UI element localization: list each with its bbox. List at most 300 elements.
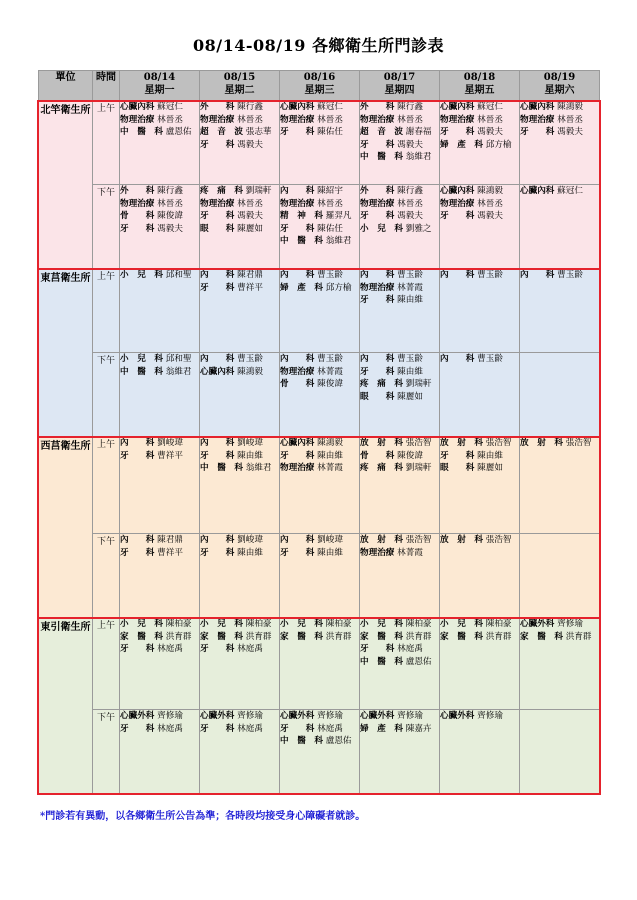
department-name: 牙 科 (280, 723, 315, 734)
department-name: 中 醫 科 (120, 366, 163, 377)
doctor-name: 謝春福 (405, 127, 432, 137)
department-name: 外 科 (360, 102, 395, 112)
doctor-name: 陳君鼎 (157, 535, 183, 545)
doctor-name: 張浩智 (565, 438, 592, 448)
clinic-entry (280, 710, 359, 723)
doctor-name: 盧恩佑 (325, 736, 352, 746)
doctor-name: 陳鴻毅 (317, 438, 343, 448)
clinic-entry (360, 450, 439, 463)
schedule-cell (360, 437, 440, 534)
doctor-name: 林晉丞 (237, 198, 263, 209)
schedule-cell (280, 269, 360, 353)
clinic-entry (360, 547, 439, 560)
doctor-name: 翁維君 (405, 152, 432, 162)
department-name: 心臟外科 (360, 711, 395, 721)
doctor-name: 林晉丞 (477, 198, 503, 209)
clinic-entry (200, 643, 279, 656)
doctor-name: 蘇冠仁 (477, 102, 503, 112)
department-name: 超 音 波 (200, 127, 243, 137)
clinic-entry (120, 353, 199, 366)
department-name: 中 醫 科 (200, 463, 243, 473)
doctor-name: 劉瑞軒 (405, 463, 432, 473)
doctor-name: 曹祥平 (237, 282, 263, 293)
date-label: 08/14 (143, 72, 176, 83)
clinic-entry (200, 114, 279, 127)
doctor-name: 曹玉齡 (397, 270, 423, 280)
schedule-cell (280, 185, 360, 269)
department-name: 牙 科 (360, 366, 395, 377)
time-period: 上午 (93, 618, 120, 710)
department-name: 牙 科 (200, 211, 235, 221)
clinic-entry (520, 126, 599, 139)
clinic-entry (360, 151, 439, 164)
doctor-name: 劉峻瑋 (317, 535, 343, 545)
department-name: 物理治療 (120, 198, 155, 209)
department-name: 牙 科 (440, 127, 475, 137)
department-name: 牙 科 (360, 295, 395, 305)
schedule-cell (200, 353, 280, 437)
department-name: 心臟內科 (280, 102, 315, 112)
clinic-entry (120, 547, 199, 560)
doctor-name: 邱和聖 (165, 354, 192, 364)
doctor-name: 馮毅夫 (477, 127, 503, 137)
clinic-entry (200, 534, 279, 547)
day-header (120, 71, 200, 101)
schedule-cell (520, 185, 600, 269)
doctor-name: 陳俊諱 (317, 379, 343, 389)
doctor-name: 陳行鑫 (397, 186, 423, 196)
doctor-name: 羅羿凡 (325, 211, 352, 221)
department-name: 牙 科 (120, 223, 155, 234)
schedule-cell (200, 534, 280, 618)
clinic-entry (280, 366, 359, 379)
clinic-entry (440, 462, 519, 475)
clinic-entry (440, 437, 519, 450)
department-name: 心臟外科 (120, 711, 155, 721)
doctor-name: 洪育群 (325, 631, 352, 642)
unit-header: 單位 (39, 71, 93, 101)
department-name: 小 兒 科 (360, 223, 403, 234)
department-name: 內 科 (520, 270, 555, 280)
doctor-name: 曹祥平 (157, 450, 183, 461)
schedule-cell (520, 437, 600, 534)
clinic-entry (360, 294, 439, 307)
department-name: 超 音 波 (360, 127, 403, 137)
clinic-entry (120, 126, 199, 139)
department-name: 小 兒 科 (200, 619, 243, 629)
department-name: 家 醫 科 (440, 631, 483, 642)
department-name: 疼 痛 科 (360, 379, 403, 389)
doctor-name: 曹祥平 (157, 547, 183, 558)
table-row (39, 437, 600, 534)
doctor-name: 陳鴻毅 (477, 186, 503, 196)
department-name: 婦 產 科 (280, 282, 323, 293)
doctor-name: 林晉丞 (317, 114, 343, 125)
doctor-name: 曹玉齡 (397, 354, 423, 364)
department-name: 牙 科 (360, 644, 395, 654)
schedule-cell (520, 618, 600, 710)
clinic-entry (360, 269, 439, 282)
department-name: 外 科 (200, 102, 235, 112)
department-name: 心臟內科 (440, 186, 475, 196)
schedule-cell (360, 101, 440, 185)
clinic-entry (200, 450, 279, 463)
doctor-name: 曹玉齡 (317, 354, 343, 364)
doctor-name: 馮毅夫 (237, 211, 263, 221)
clinic-entry (280, 235, 359, 248)
doctor-name: 劉雅之 (405, 223, 432, 234)
department-name: 內 科 (280, 270, 315, 280)
clinic-entry (120, 114, 199, 127)
department-name: 牙 科 (280, 547, 315, 558)
doctor-name: 馮毅夫 (397, 211, 423, 221)
clinic-entry (440, 618, 519, 631)
department-name: 牙 科 (200, 139, 235, 150)
time-period: 下午 (93, 353, 120, 437)
header-row (39, 71, 600, 101)
clinic-name: 北竿衛生所 (39, 101, 93, 269)
doctor-name: 陳佑任 (317, 223, 343, 234)
department-name: 牙 科 (200, 547, 235, 558)
department-name: 家 醫 科 (200, 631, 243, 642)
doctor-name: 張志華 (245, 127, 272, 137)
department-name: 牙 科 (120, 723, 155, 734)
department-name: 疼 痛 科 (360, 463, 403, 473)
department-name: 家 醫 科 (120, 631, 163, 642)
doctor-name: 林晉丞 (397, 114, 423, 125)
doctor-name: 陳佑任 (317, 127, 343, 137)
department-name: 物理治療 (520, 114, 555, 125)
schedule-cell (440, 185, 520, 269)
department-name: 中 醫 科 (360, 656, 403, 667)
department-name: 牙 科 (200, 723, 235, 734)
doctor-name: 陳行鑫 (157, 186, 183, 196)
time-period: 上午 (93, 269, 120, 353)
doctor-name: 劉瑞軒 (245, 186, 272, 196)
schedule-cell (520, 710, 600, 794)
department-name: 牙 科 (120, 644, 155, 654)
department-name: 心臟外科 (520, 619, 555, 629)
clinic-entry (120, 210, 199, 223)
clinic-entry (200, 462, 279, 475)
doctor-name: 盧恩佑 (165, 127, 192, 137)
clinic-entry (120, 269, 199, 282)
day-header (440, 71, 520, 101)
clinic-entry (280, 534, 359, 547)
date-label: 08/19 (543, 72, 576, 83)
clinic-entry (360, 643, 439, 656)
doctor-name: 齊修瑜 (397, 711, 423, 721)
department-name: 牙 科 (440, 450, 475, 461)
department-name: 中 醫 科 (360, 152, 403, 162)
department-name: 小 兒 科 (120, 619, 163, 629)
department-name: 外 科 (120, 186, 155, 196)
department-name: 牙 科 (120, 547, 155, 558)
clinic-entry (440, 710, 519, 723)
department-name: 內 科 (280, 354, 315, 364)
doctor-name: 洪育群 (565, 631, 592, 642)
department-name: 內 科 (280, 186, 315, 196)
clinic-entry (440, 185, 519, 198)
clinic-entry (520, 101, 599, 114)
clinic-entry (360, 391, 439, 404)
clinic-entry (120, 723, 199, 736)
schedule-cell (360, 269, 440, 353)
doctor-name: 林菁霞 (397, 282, 423, 293)
doctor-name: 曹玉齡 (237, 354, 263, 364)
clinic-entry (280, 101, 359, 114)
department-name: 心臟外科 (440, 711, 475, 721)
clinic-entry (120, 198, 199, 211)
doctor-name: 林庭禹 (237, 644, 263, 654)
clinic-entry (280, 210, 359, 223)
doctor-name: 林庭禹 (317, 723, 343, 734)
date-label: 08/17 (383, 72, 416, 83)
doctor-name: 曹玉齡 (477, 354, 503, 364)
schedule-cell (120, 269, 200, 353)
clinic-entry (200, 269, 279, 282)
doctor-name: 盧恩佑 (405, 656, 432, 667)
department-name: 內 科 (200, 354, 235, 364)
clinic-entry (200, 101, 279, 114)
time-period: 上午 (93, 437, 120, 534)
schedule-cell (280, 618, 360, 710)
clinic-entry (360, 378, 439, 391)
clinic-entry (280, 618, 359, 631)
clinic-entry (440, 126, 519, 139)
clinic-entry (200, 547, 279, 560)
department-name: 物理治療 (360, 282, 395, 293)
table-row (39, 101, 600, 185)
doctor-name: 劉峻瑋 (157, 438, 183, 448)
clinic-entry (120, 618, 199, 631)
department-name: 牙 科 (200, 282, 235, 293)
table-row (39, 534, 600, 618)
clinic-entry (360, 366, 439, 379)
doctor-name: 陳俊諱 (157, 211, 183, 221)
doctor-name: 馮毅夫 (557, 127, 583, 137)
schedule-cell (120, 353, 200, 437)
clinic-entry (280, 735, 359, 748)
department-name: 眼 科 (360, 391, 395, 402)
department-name: 家 醫 科 (280, 631, 323, 642)
department-name: 物理治療 (440, 198, 475, 209)
doctor-name: 齊修瑜 (557, 619, 583, 629)
doctor-name: 張浩智 (405, 535, 432, 545)
doctor-name: 林晉丞 (157, 198, 183, 209)
weekday-label: 星期四 (384, 85, 415, 96)
clinic-entry (280, 185, 359, 198)
clinic-entry (520, 437, 599, 450)
department-name: 物理治療 (280, 114, 315, 125)
clinic-entry (120, 101, 199, 114)
doctor-name: 曹玉齡 (317, 270, 343, 280)
department-name: 物理治療 (360, 547, 395, 558)
schedule-cell (280, 437, 360, 534)
doctor-name: 邱方榆 (325, 282, 352, 293)
schedule-cell (200, 618, 280, 710)
schedule-cell (120, 185, 200, 269)
doctor-name: 張浩智 (405, 438, 432, 448)
schedule-cell (120, 710, 200, 794)
department-name: 婦 產 科 (360, 723, 403, 734)
schedule-cell (520, 353, 600, 437)
department-name: 內 科 (120, 535, 155, 545)
doctor-name: 邱方榆 (485, 139, 512, 150)
clinic-entry (120, 534, 199, 547)
schedule-cell (360, 534, 440, 618)
department-name: 中 醫 科 (120, 127, 163, 137)
doctor-name: 陳行鑫 (237, 102, 263, 112)
doctor-name: 陳麗如 (237, 223, 263, 234)
doctor-name: 陳由維 (397, 366, 423, 377)
department-name: 物理治療 (360, 114, 395, 125)
doctor-name: 陳由維 (237, 450, 263, 461)
doctor-name: 蘇冠仁 (317, 102, 343, 112)
department-name: 內 科 (360, 270, 395, 280)
clinic-entry (120, 631, 199, 644)
date-label: 08/16 (303, 72, 336, 83)
page-title: 08/14-08/19 各鄉衛生所門診表 (193, 36, 444, 55)
schedule-cell (440, 534, 520, 618)
day-header (200, 71, 280, 101)
department-name: 牙 科 (280, 127, 315, 137)
clinic-entry (280, 723, 359, 736)
department-name: 放 射 科 (360, 535, 403, 545)
clinic-entry (280, 269, 359, 282)
table-row (39, 710, 600, 794)
clinic-entry (360, 353, 439, 366)
clinic-entry (280, 282, 359, 295)
doctor-name: 林菁霞 (317, 366, 343, 377)
department-name: 牙 科 (520, 127, 555, 137)
doctor-name: 陳柏豪 (405, 619, 432, 629)
clinic-entry (360, 437, 439, 450)
clinic-entry (440, 139, 519, 152)
doctor-name: 陳鴻毅 (557, 102, 583, 112)
clinic-entry (440, 631, 519, 644)
department-name: 內 科 (440, 270, 475, 280)
clinic-entry (440, 210, 519, 223)
table-row (39, 618, 600, 710)
clinic-entry (280, 114, 359, 127)
doctor-name: 陳君鼎 (237, 270, 263, 280)
clinic-schedule-table (38, 70, 600, 794)
schedule-cell (280, 710, 360, 794)
clinic-entry (360, 198, 439, 211)
department-name: 物理治療 (120, 114, 155, 125)
clinic-entry (360, 139, 439, 152)
schedule-cell (360, 353, 440, 437)
department-name: 牙 科 (200, 450, 235, 461)
doctor-name: 林晉丞 (397, 198, 423, 209)
clinic-entry (200, 710, 279, 723)
clinic-entry (360, 223, 439, 236)
clinic-entry (360, 185, 439, 198)
clinic-entry (520, 618, 599, 631)
clinic-entry (280, 631, 359, 644)
department-name: 放 射 科 (360, 438, 403, 448)
department-name: 放 射 科 (440, 438, 483, 448)
doctor-name: 齊修瑜 (157, 711, 183, 721)
department-name: 內 科 (440, 354, 475, 364)
table-row (39, 353, 600, 437)
clinic-name: 東莒衛生所 (39, 269, 93, 437)
doctor-name: 劉瑞軒 (405, 379, 432, 389)
doctor-name: 洪育群 (165, 631, 192, 642)
weekday-label: 星期二 (224, 85, 255, 96)
doctor-name: 陳紹宇 (317, 186, 343, 196)
clinic-entry (360, 282, 439, 295)
clinic-entry (520, 631, 599, 644)
department-name: 小 兒 科 (280, 619, 323, 629)
department-name: 牙 科 (120, 450, 155, 461)
clinic-entry (440, 198, 519, 211)
department-name: 內 科 (280, 535, 315, 545)
doctor-name: 陳麗如 (397, 391, 423, 402)
weekday-label: 星期三 (304, 85, 335, 96)
time-header: 時間 (93, 71, 120, 101)
clinic-entry (280, 450, 359, 463)
clinic-entry (520, 185, 599, 198)
clinic-entry (200, 223, 279, 236)
doctor-name: 陳柏豪 (485, 619, 512, 629)
department-name: 牙 科 (280, 450, 315, 461)
department-name: 物理治療 (280, 198, 315, 209)
doctor-name: 翁維君 (325, 236, 352, 246)
clinic-entry (360, 618, 439, 631)
doctor-name: 陳柏豪 (165, 619, 192, 629)
clinic-entry (200, 353, 279, 366)
schedule-cell (280, 534, 360, 618)
schedule-cell (200, 437, 280, 534)
doctor-name: 蘇冠仁 (557, 186, 583, 196)
clinic-entry (200, 366, 279, 379)
doctor-name: 陳由維 (397, 295, 423, 305)
schedule-cell (520, 269, 600, 353)
schedule-cell (120, 437, 200, 534)
doctor-name: 陳由維 (237, 547, 263, 558)
department-name: 內 科 (200, 535, 235, 545)
doctor-name: 林菁霞 (397, 547, 423, 558)
weekday-label: 星期五 (464, 85, 495, 96)
doctor-name: 馮毅夫 (397, 139, 423, 150)
day-header (280, 71, 360, 101)
department-name: 內 科 (200, 438, 235, 448)
doctor-name: 陳鴻毅 (237, 366, 263, 377)
clinic-entry (200, 631, 279, 644)
day-header (360, 71, 440, 101)
clinic-entry (280, 462, 359, 475)
schedule-cell (200, 710, 280, 794)
department-name: 疼 痛 科 (200, 186, 243, 196)
doctor-name: 蘇冠仁 (157, 102, 183, 112)
department-name: 小 兒 科 (120, 354, 163, 364)
department-name: 內 科 (120, 438, 155, 448)
clinic-entry (200, 139, 279, 152)
clinic-entry (200, 126, 279, 139)
department-name: 骨 科 (280, 379, 315, 389)
clinic-entry (360, 101, 439, 114)
schedule-cell (200, 185, 280, 269)
clinic-name: 東引衛生所 (39, 618, 93, 794)
clinic-entry (360, 710, 439, 723)
department-name: 小 兒 科 (440, 619, 483, 629)
department-name: 小 兒 科 (360, 619, 403, 629)
schedule-cell (280, 353, 360, 437)
department-name: 中 醫 科 (280, 736, 323, 746)
clinic-entry (440, 450, 519, 463)
